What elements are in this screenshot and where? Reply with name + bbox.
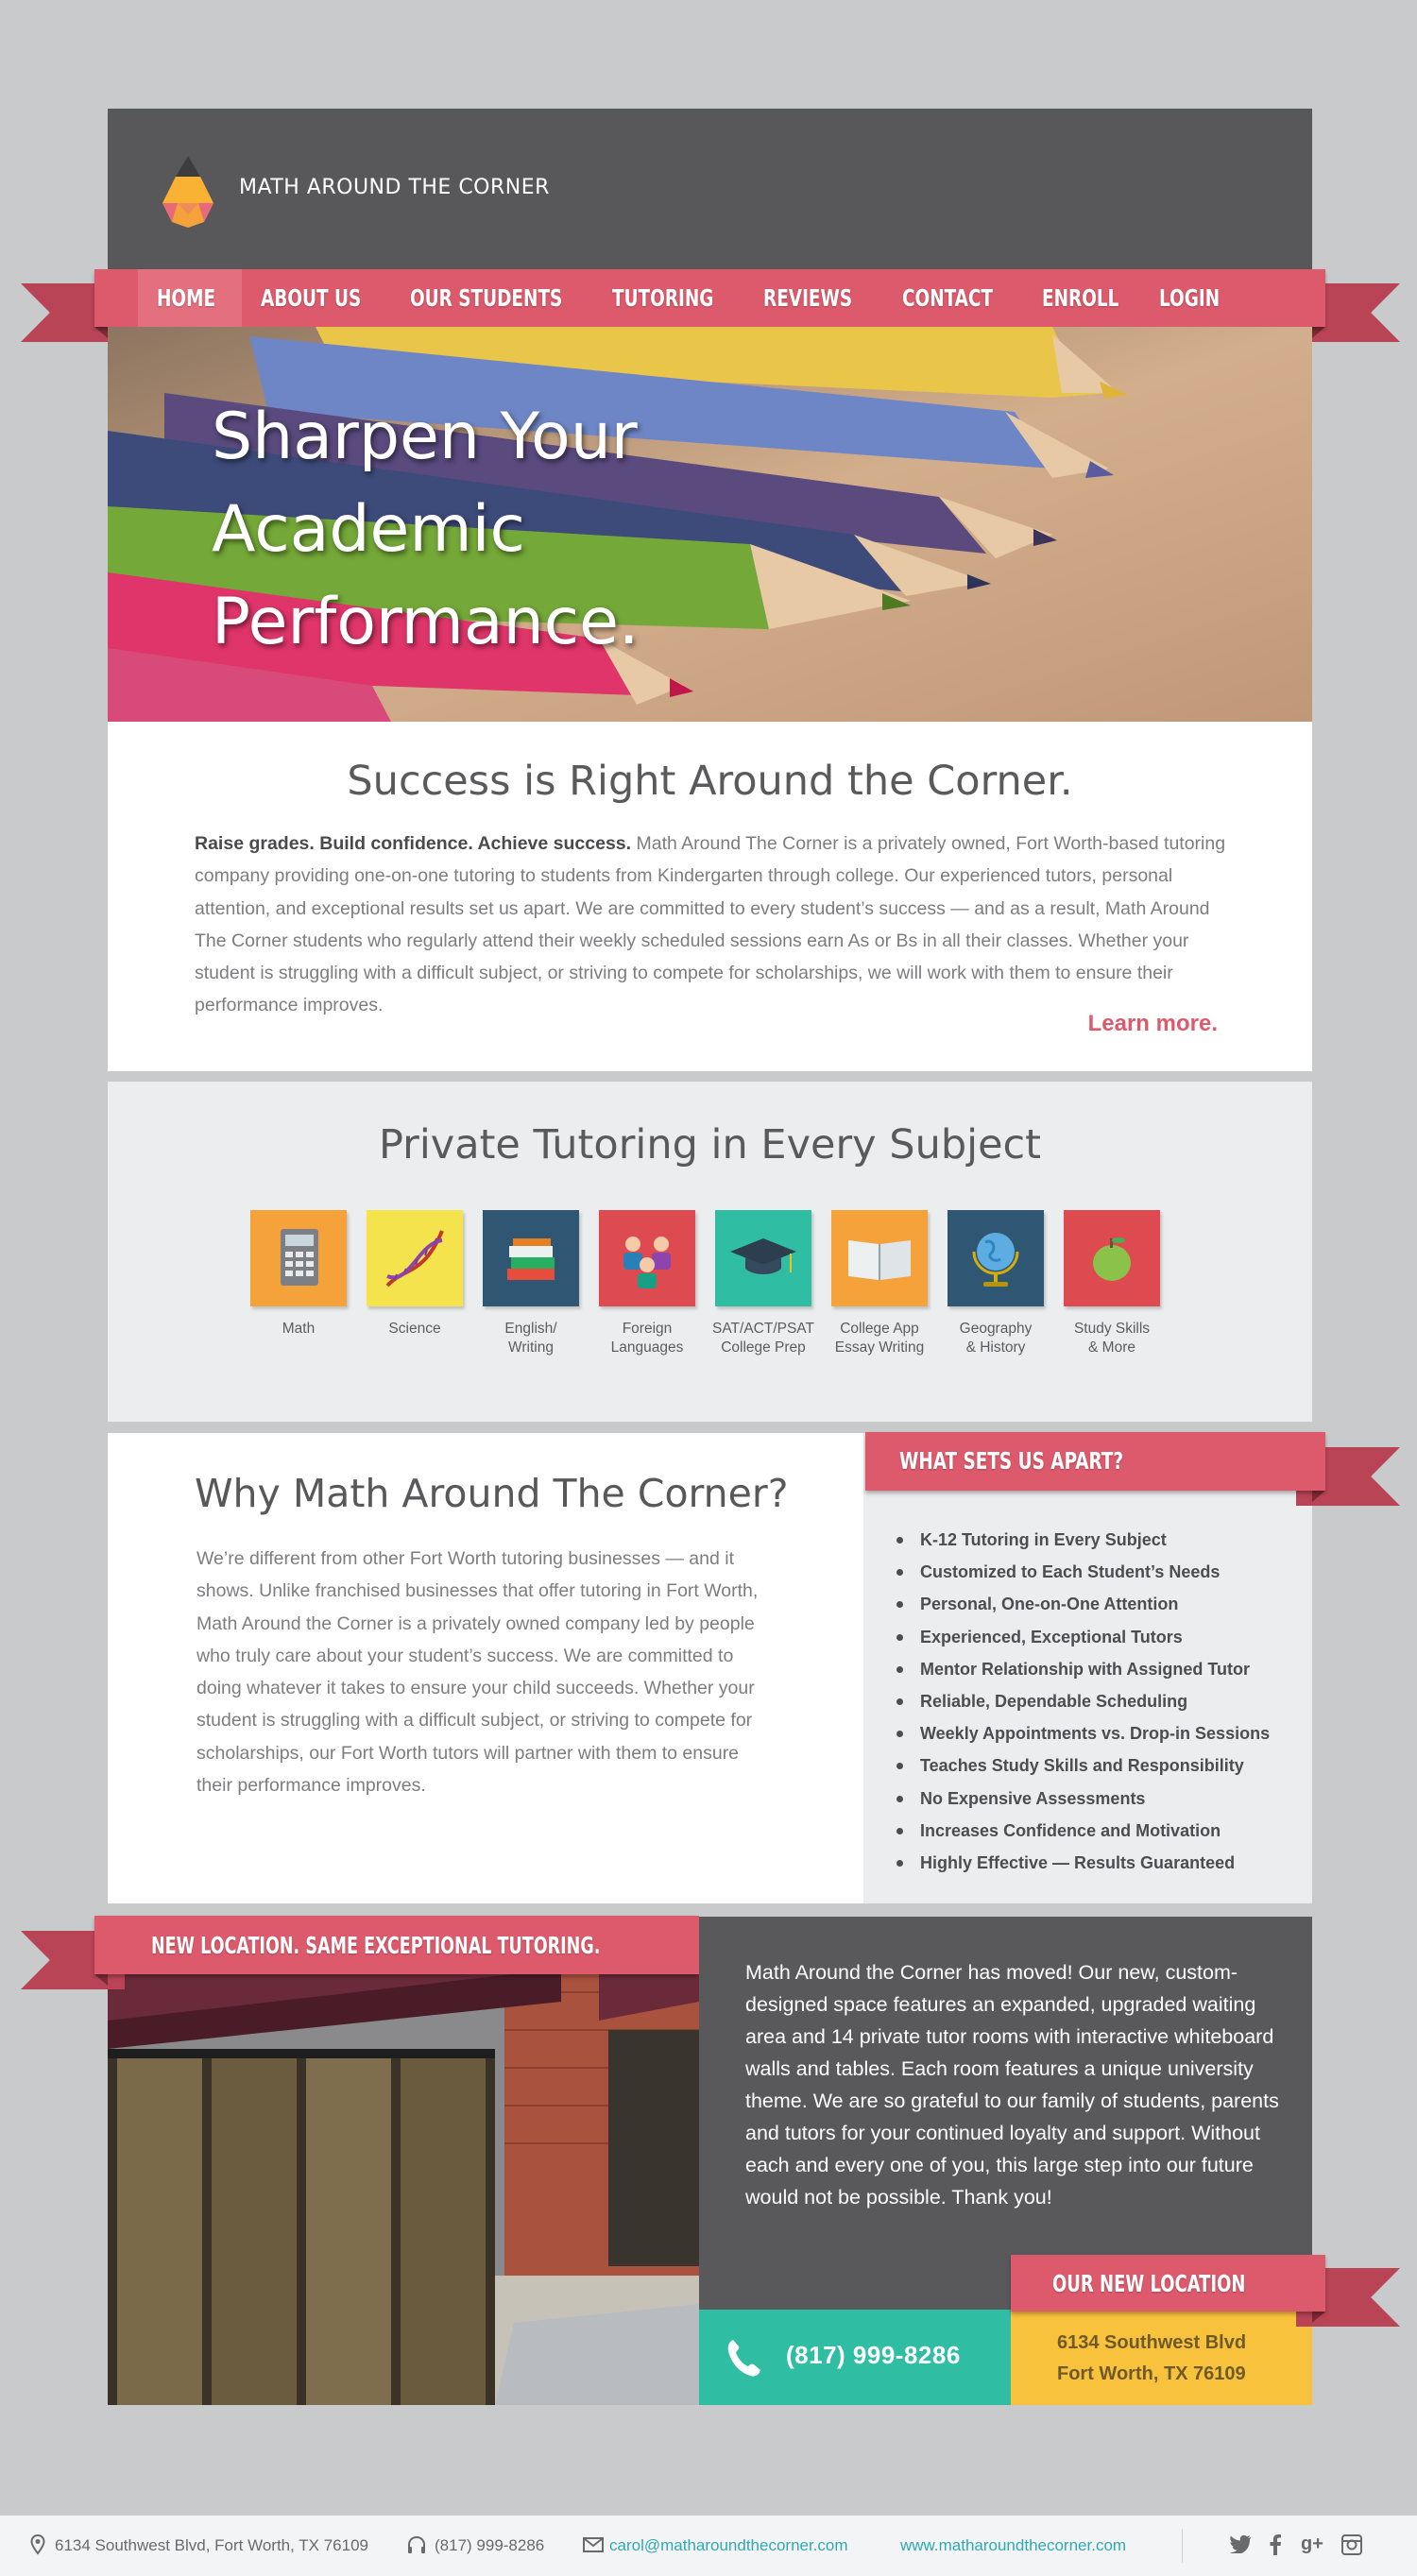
phone-icon [726,2338,761,2378]
map-pin-icon [30,2534,45,2555]
subject-english-writing[interactable] [472,1210,589,1357]
nav-item-tutoring[interactable]: TUTORING [612,284,714,312]
success-lead: Raise grades. Build confidence. Achieve success. [195,833,632,854]
subject-math[interactable] [240,1210,357,1339]
address-box [1011,2310,1312,2405]
people-icon [599,1210,695,1306]
storefront-photo [108,1917,699,2405]
footer-address: 6134 Southwest Blvd, Fort Worth, TX 76109 [55,2536,368,2554]
subject-label: English/ Writing [504,1321,557,1356]
subject-science[interactable] [356,1210,473,1339]
footer-divider [1182,2529,1183,2563]
apart-list [920,1524,1270,1879]
list-item: Reliable, Dependable Scheduling [920,1685,1270,1717]
phone-number[interactable]: (817) 999-8286 [786,2341,961,2369]
new-location-title: OUR NEW LOCATION [1052,2270,1246,2297]
subject-label: Foreign Languages [610,1321,684,1356]
new-location-ribbon [1011,2255,1325,2312]
footer-email-link[interactable]: carol@matharoundthecorner.com [609,2536,848,2554]
subject-geography-history[interactable] [937,1210,1054,1357]
subject-study-skills[interactable] [1053,1210,1170,1357]
storefront-image [108,1917,699,2405]
apart-title: WHAT SETS US APART? [899,1447,1124,1475]
subject-label: SAT/ACT/PSAT College Prep [712,1321,814,1356]
subject-college-app[interactable] [821,1210,938,1357]
hero-headline [212,391,741,669]
logo-icon[interactable] [159,154,217,230]
phone-box[interactable] [699,2310,1011,2405]
site-header [108,109,1312,269]
list-item: Teaches Study Skills and Responsibility [920,1749,1270,1782]
list-item: K-12 Tutoring in Every Subject [920,1524,1270,1556]
nav-item-login[interactable]: LOGIN [1159,284,1221,312]
success-body-text: Math Around The Corner is a privately owned, Fort Worth-based tutoring company providing one-on-one tutoring to students from Kindergarten through college. Our experienced tutors, personal attention, and exceptional results set us apart. We are committed to every student’s success — and as a result, Math Around The Corner students who regularly attend their weekly scheduled sessions earn As or Bs in all their classes. Whether your student is struggling with a difficult subject, or striving to compete for scholarships, we will work with them to ensure their performance improves. [195,833,1226,1016]
nav-item-our-students[interactable]: OUR STUDENTS [410,284,563,312]
calculator-icon [250,1210,347,1306]
footer-bar [0,2516,1417,2576]
headphones-icon [406,2534,427,2555]
google-plus-icon[interactable]: g+ [1301,2533,1323,2554]
subject-foreign-languages[interactable] [589,1210,706,1357]
books-icon [483,1210,579,1306]
graduation-cap-icon [715,1210,811,1306]
address-line-2: Fort Worth, TX 76109 [1057,2363,1246,2384]
envelope-icon [583,2537,604,2552]
brand-name[interactable]: MATH AROUND THE CORNER [239,176,550,199]
list-item: No Expensive Assessments [920,1783,1270,1815]
list-item: Mentor Relationship with Assigned Tutor [920,1653,1270,1685]
list-item: Increases Confidence and Motivation [920,1815,1270,1847]
subjects-section [108,1082,1312,1422]
address-line-1: 6134 Southwest Blvd [1057,2332,1247,2353]
footer-website-link[interactable]: www.matharoundthecorner.com [900,2536,1127,2554]
globe-icon [948,1210,1044,1306]
subject-label: Study Skills & More [1073,1321,1151,1356]
success-section [108,722,1312,1071]
open-book-icon [831,1210,928,1306]
hero-banner [108,327,1312,722]
nav-item-about-us[interactable]: ABOUT US [261,284,362,312]
twitter-icon[interactable] [1229,2534,1252,2553]
subject-test-prep[interactable] [705,1210,822,1357]
nav-item-enroll[interactable]: ENROLL [1042,284,1119,312]
list-item: Experienced, Exceptional Tutors [920,1621,1270,1653]
subject-label: Science [388,1321,441,1337]
location-info-panel [699,1917,1312,2405]
subject-label: Math [282,1321,316,1337]
location-banner-title: NEW LOCATION. SAME EXCEPTIONAL TUTORING. [151,1932,601,1959]
dna-icon [367,1210,463,1306]
success-body [195,827,1229,1022]
location-body: Math Around the Corner has moved! Our new, custom-designed space features an expanded, upgraded waiting area and 14 private tutor rooms with interactive whiteboard walls and tables. Each room features a unique university theme. We are so grateful to our family of students, parents and tutors for your continued loyalty and support. Without each and every one of you, this large step into our future would not be possible. Thank you! [745,1961,1279,2209]
apple-icon [1064,1210,1160,1306]
success-title: Success is Right Around the Corner. [347,758,1073,805]
list-item: Customized to Each Student’s Needs [920,1556,1270,1588]
facebook-icon[interactable] [1269,2534,1282,2555]
list-item: Highly Effective — Results Guaranteed [920,1847,1270,1879]
nav-item-reviews[interactable]: REVIEWS [763,284,853,312]
nav-item-home[interactable]: HOME [157,284,216,312]
instagram-icon[interactable] [1341,2534,1362,2555]
hero-line: Sharpen Your [212,400,638,474]
nav-item-contact[interactable]: CONTACT [902,284,994,312]
why-body: We’re different from other Fort Worth tutoring businesses — and it shows. Unlike franchised businesses that offer tutoring in Fort Worth, Math Around the Corner is a privately owned company led by people who truly care about your student’s success. We are committed to doing whatever it takes to ensure your child succeeds. Whether your student is struggling with a difficult subject, or striving to compete for scholarships, our Fort Worth tutors will partner with them to ensure their performance improves. [196,1548,759,1797]
main-nav [94,269,1325,327]
learn-more-link[interactable]: Learn more. [1087,1011,1218,1036]
location-ribbon [94,1916,699,1974]
subject-label: College App Essay Writing [834,1321,925,1356]
apart-ribbon [865,1432,1325,1491]
why-title: Why Math Around The Corner? [195,1471,789,1516]
subject-label: Geography & History [959,1321,1033,1356]
subjects-title: Private Tutoring in Every Subject [378,1121,1042,1169]
footer-phone[interactable]: (817) 999-8286 [435,2536,545,2554]
what-sets-us-apart-panel [863,1433,1312,1903]
list-item: Weekly Appointments vs. Drop-in Sessions [920,1717,1270,1749]
hero-line: Academic [212,492,525,567]
hero-line: Performance. [212,585,640,659]
list-item: Personal, One-on-One Attention [920,1588,1270,1620]
